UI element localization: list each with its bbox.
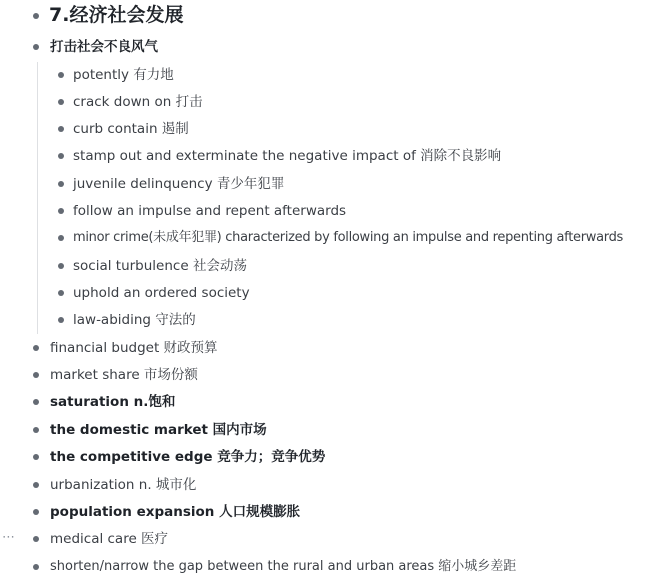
list-item: urbanization n. 城市化 xyxy=(50,477,197,493)
list-item: potently 有力地 xyxy=(73,67,174,83)
bullet-dot-icon xyxy=(33,372,39,378)
list-item: the domestic market 国内市场 xyxy=(50,422,267,438)
bullet-dot-icon xyxy=(58,208,64,214)
section-title: 打击社会不良风气 xyxy=(50,39,158,55)
bullet-dot-icon xyxy=(58,317,64,323)
bullet-dot-icon xyxy=(33,345,39,351)
list-item: follow an impulse and repent afterwards xyxy=(73,203,347,219)
bullet-dot-icon xyxy=(58,181,64,187)
list-item: population expansion 人口规模膨胀 xyxy=(50,504,301,520)
page-heading: 7.经济社会发展 xyxy=(49,4,184,26)
list-item: social turbulence 社会动荡 xyxy=(73,258,247,274)
list-item: law-abiding 守法的 xyxy=(73,312,196,328)
list-item: market share 市场份额 xyxy=(50,367,198,383)
list-item: juvenile delinquency 青少年犯罪 xyxy=(73,176,285,192)
list-item: saturation n.饱和 xyxy=(50,394,176,410)
bullet-dot-icon xyxy=(33,454,39,460)
bullet-dot-icon xyxy=(58,126,64,132)
bullet-dot-icon xyxy=(58,263,64,269)
bullet-dot-icon xyxy=(58,99,64,105)
drag-handle-icon[interactable]: ⋯ xyxy=(2,530,16,545)
bullet-dot-icon xyxy=(58,72,64,78)
list-item: the competitive edge 竞争力；竞争优势 xyxy=(50,449,326,465)
bullet-dot-icon xyxy=(33,399,39,405)
list-item: curb contain 遏制 xyxy=(73,121,189,137)
indent-guide xyxy=(37,62,38,334)
list-item: stamp out and exterminate the negative impact of 消除不良影响 xyxy=(73,148,502,164)
bullet-dot-icon xyxy=(33,44,39,50)
list-item: medical care 医疗 xyxy=(50,531,169,547)
bullet-dot-icon xyxy=(33,13,39,19)
list-item: minor crime(未成年犯罪) characterized by following an impulse and repenting afterwards xyxy=(73,230,623,245)
list-item: uphold an ordered society xyxy=(73,285,250,301)
list-item: financial budget 财政预算 xyxy=(50,340,218,356)
bullet-dot-icon xyxy=(58,235,64,241)
bullet-dot-icon xyxy=(58,153,64,159)
bullet-dot-icon xyxy=(58,290,64,296)
bullet-dot-icon xyxy=(33,509,39,515)
list-item: crack down on 打击 xyxy=(73,94,203,110)
bullet-dot-icon xyxy=(33,482,39,488)
bullet-dot-icon xyxy=(33,536,39,542)
bullet-dot-icon xyxy=(33,427,39,433)
list-item: shorten/narrow the gap between the rural and urban areas 缩小城乡差距 xyxy=(50,559,517,574)
bullet-dot-icon xyxy=(33,564,39,570)
